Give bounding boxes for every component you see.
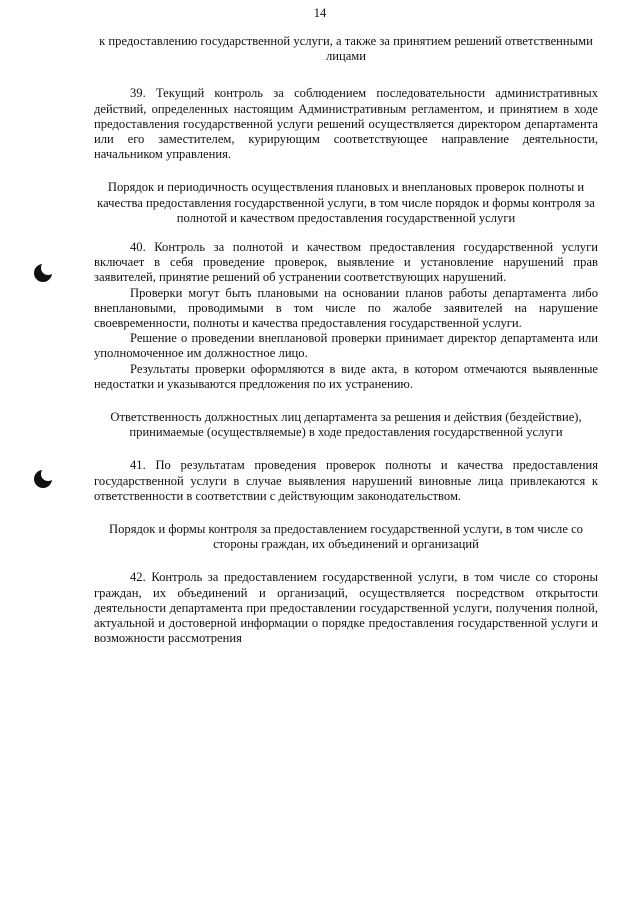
section-heading-checks: Порядок и периодичность осуществления плановых и внеплановых проверок полноты и качества предоставления государственной услуги, в том числе порядок и формы контроля за полнотой и качеством предоставления государственной услуги [97,180,595,225]
section-heading-control-forms: Порядок и формы контроля за предоставлением государственной услуги, в том числе со стороны граждан, их объединений и организаций [109,522,583,552]
paragraph-42: 42. Контроль за предоставлением государственной услуги, в том числе со стороны граждан, их объединений и организаций, осуществляется посредством открытости деятельности департамента при предоставлении государственной услуги, получения полной, актуальной и достоверной информации о порядке предоставления государственной услуги и возможности рассмотрения [94,570,598,646]
paragraph-40-checks: Проверки могут быть плановыми на основании планов работы департамента либо внеплановыми, проводимыми в том числе по жалобе заявителей на нарушение своевременности, полноты и качества предоставления государственной услуги. [94,285,598,331]
paragraph-40-decision: Решение о проведении внеплановой проверки принимает директор департамента или уполномоченное им должностное лицо. [94,331,598,361]
page-number: 14 [313,6,327,20]
section-heading-responsibility: Ответственность должностных лиц департамента за решения и действия (бездействие), принимаемые (осуществляемые) в ходе предоставления государственной услуги [110,410,582,440]
paragraph-40: 40. Контроль за полнотой и качеством предоставления государственной услуги включает в себя проведение проверок, выявление и установление нарушений прав заявителей, принятие решений об устранении соответствующих нарушений. [94,240,598,285]
paragraph-40-results: Результаты проверки оформляются в виде акта, в котором отмечаются выявленные недостатки и указываются предложения по их устранению. [94,361,598,391]
paragraph-39: 39. Текущий контроль за соблюдением последовательности административных действий, определенных настоящим Административным регламентом, и принятием в ходе предоставления государственной услуги решений осуществляется директором департамента или его заместителем, курирующим соответствующее направление деятельности, начальником управления. [94,86,598,162]
paragraph-41: 41. По результатам проведения проверок полноты и качества предоставления государственной услуги в случае выявления нарушений виновные лица привлекаются к ответственности в соответствии с действующим законодательством. [94,458,598,503]
section-heading-continued: к предоставлению государственной услуги, а также за принятием решений ответственными лицами [99,34,593,64]
punch-hole-mark-icon [34,470,52,488]
punch-hole-mark-icon [34,264,52,282]
document-body [94,34,598,647]
